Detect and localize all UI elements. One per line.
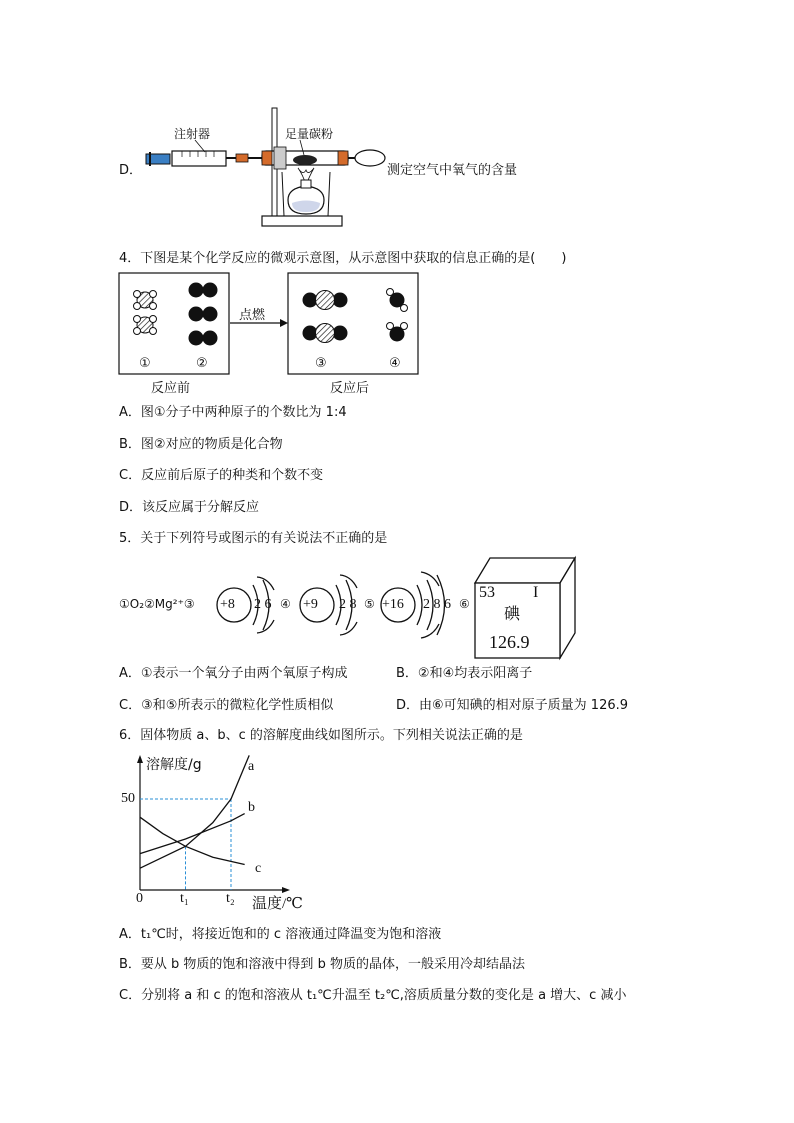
q3-apparatus-caption: 测定空气中氧气的含量 (387, 163, 518, 178)
chart-x-label: 温度/℃ (252, 896, 303, 912)
q6-option-a[interactable]: A．t₁℃时，将接近饱和的 c 溶液通过降温变为饱和溶液 (119, 927, 442, 942)
circle-num-3: ③ (183, 597, 195, 611)
electron-shells-3: 2 6 (254, 597, 272, 612)
label-1: ① (139, 356, 151, 371)
q5-option-b[interactable]: B．②和④均表示阳离子 (396, 666, 533, 681)
q6-option-c[interactable]: C．分别将 a 和 c 的饱和溶液从 t₁℃升温至 t₂℃,溶质质量分数的变化是 a 增大、c 减小 (119, 988, 627, 1003)
origin-label: 0 (136, 891, 143, 906)
syringe-label: 注射器 (174, 127, 211, 141)
q6-option-b[interactable]: B．要从 b 物质的饱和溶液中得到 b 物质的晶体，一般采用冷却结晶法 (119, 957, 525, 972)
element-symbol: I (533, 584, 539, 601)
q4-option-d[interactable]: D．该反应属于分解反应 (119, 500, 260, 515)
electron-shells-4: 2 8 (339, 597, 357, 612)
series-label-c: c (255, 861, 262, 876)
curve-b (140, 814, 245, 854)
x-tick-t1: t₁ (180, 891, 189, 906)
y-tick-50: 50 (121, 791, 135, 806)
nucleus-charge-5: +16 (382, 597, 404, 612)
q5-option-d[interactable]: D．由⑥可知碘的相对原子质量为 126.9 (396, 698, 629, 713)
circle-num-6: ⑥ (459, 597, 470, 611)
chart-y-label: 溶解度/g (146, 757, 202, 773)
q5-stem: 5．关于下列符号或图示的有关说法不正确的是 (119, 531, 388, 546)
label-3: ③ (315, 356, 327, 371)
q4-stem: 4．下图是某个化学反应的微观示意图，从示意图中获取的信息正确的是( ) (119, 251, 567, 266)
circle-num-4: ④ (280, 597, 291, 611)
series-label-a: a (248, 759, 255, 774)
after-label: 反应后 (330, 381, 370, 396)
q6-stem: 6．固体物质 a、b、c 的溶解度曲线如图所示。下列相关说法正确的是 (119, 728, 523, 743)
q4-option-b[interactable]: B．图②对应的物质是化合物 (119, 437, 283, 452)
circle-num-2: ② (144, 597, 155, 611)
mg-ion-symbol: Mg²⁺ (154, 597, 184, 611)
reaction-condition-label: 点燃 (239, 308, 266, 323)
element-mass: 126.9 (489, 632, 530, 652)
o2-symbol: O₂ (129, 597, 145, 611)
series-label-b: b (248, 800, 255, 815)
element-atomic-number: 53 (479, 584, 495, 601)
nucleus-charge-3: +8 (220, 597, 235, 612)
electron-shells-5: 2 8 6 (423, 597, 451, 612)
nucleus-charge-4: +9 (303, 597, 318, 612)
q4-option-a[interactable]: A．图①分子中两种原子的个数比为 1:4 (119, 405, 347, 420)
element-name: 碘 (504, 604, 521, 623)
label-2: ② (196, 356, 208, 371)
before-label: 反应前 (151, 381, 191, 396)
q5-option-c[interactable]: C．③和⑤所表示的微粒化学性质相似 (119, 698, 334, 713)
carbon-powder-label: 足量碳粉 (285, 127, 334, 141)
q3-option-d-letter: D． (119, 163, 143, 178)
label-4: ④ (389, 356, 401, 371)
circle-num-5: ⑤ (364, 597, 375, 611)
q5-option-a[interactable]: A．①表示一个氧分子由两个氧原子构成 (119, 666, 348, 681)
x-tick-t2: t₂ (226, 891, 235, 906)
q4-option-c[interactable]: C．反应前后原子的种类和个数不变 (119, 468, 324, 483)
circle-num-1: ① (119, 597, 130, 611)
